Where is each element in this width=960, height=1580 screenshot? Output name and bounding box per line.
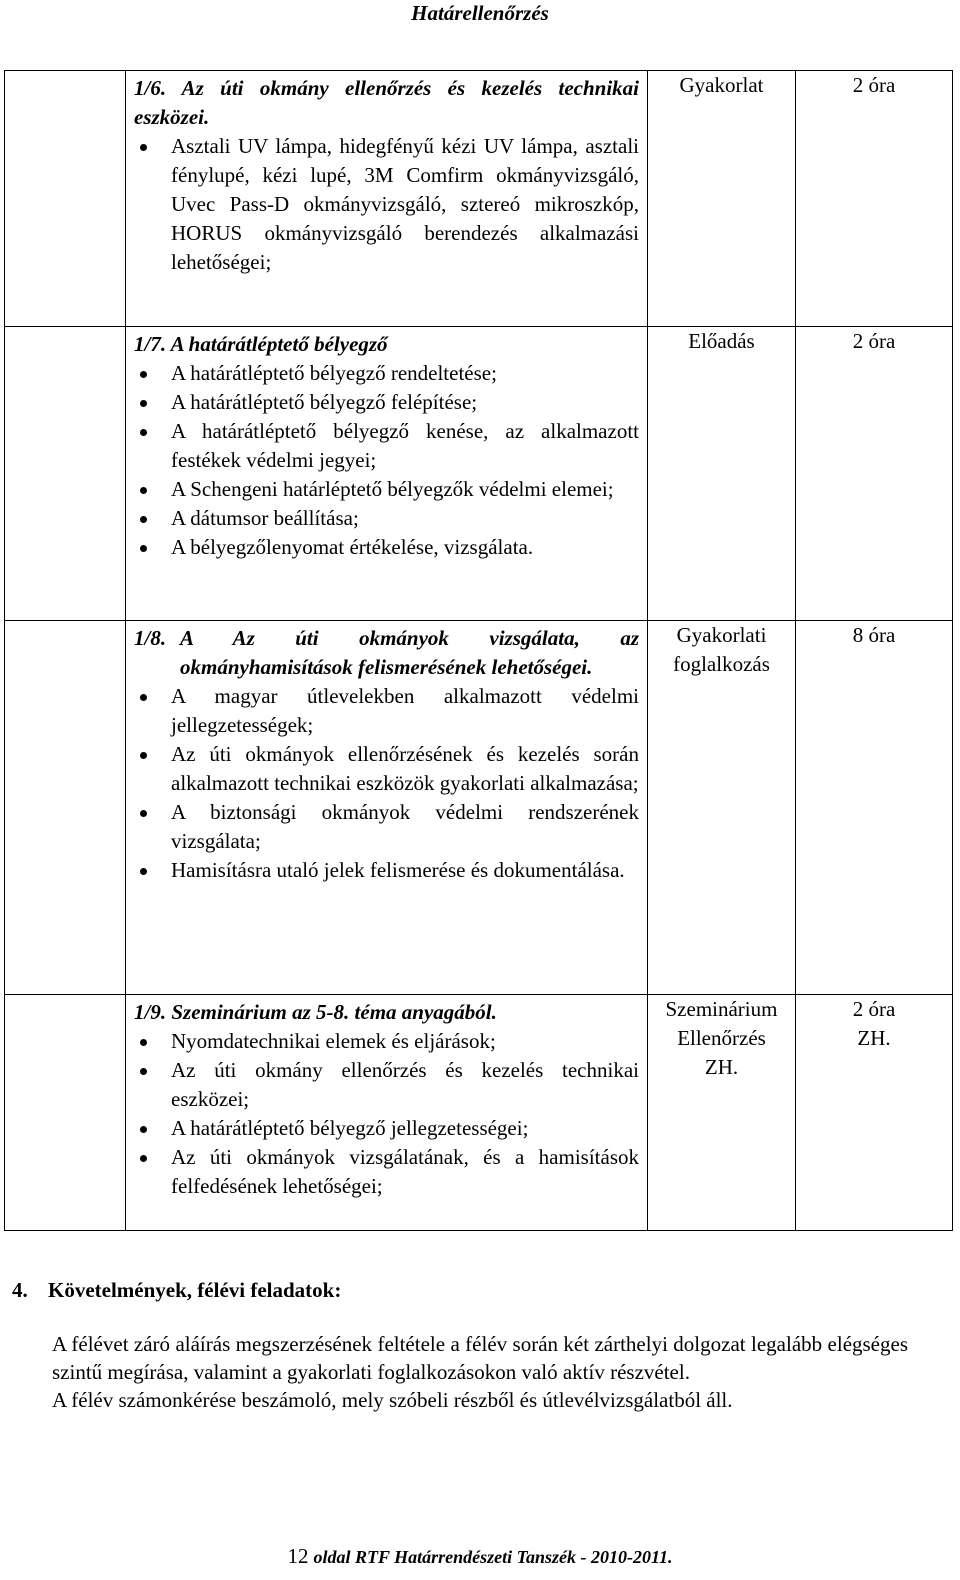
session-type: Előadás	[688, 329, 755, 353]
table-row	[5, 71, 953, 327]
topic-items	[134, 1027, 639, 1201]
type-cell	[648, 995, 796, 1231]
list-item: A bélyegzőlenyomat értékelése, vizsgálata.	[134, 533, 639, 562]
bullet-icon	[140, 1039, 147, 1046]
topic-items	[134, 682, 639, 885]
topic-title: Az úti okmány ellenőrzés és kezelés technikai eszközei.	[134, 76, 639, 129]
list-item: A Schengeni határléptető bélyegzők védelmi elemei;	[134, 475, 639, 504]
topic-cell	[126, 995, 648, 1231]
bullet-icon	[140, 810, 147, 817]
bullet-icon	[140, 429, 147, 436]
hours-cell	[796, 71, 953, 327]
list-item: A határátléptető bélyegző rendeltetése;	[134, 359, 639, 388]
footer-text: oldal RTF Határrendészeti Tanszék - 2010-2011.	[313, 1547, 673, 1567]
table-row	[5, 995, 953, 1231]
bullet-icon	[140, 752, 147, 759]
session-type-line: Szeminárium	[665, 997, 778, 1021]
list-item: Az úti okmány ellenőrzés és kezelés technikai eszközei;	[134, 1056, 639, 1114]
list-item: Az úti okmányok vizsgálatának, és a hamisítások felfedésének lehetőségei;	[134, 1143, 639, 1201]
hours-cell	[796, 995, 953, 1231]
type-cell	[648, 327, 796, 621]
list-item: A határátléptető bélyegző jellegzetességei;	[134, 1114, 639, 1143]
course-schedule-table	[4, 70, 953, 1231]
bullet-icon	[140, 516, 147, 523]
list-item: A dátumsor beállítása;	[134, 504, 639, 533]
session-hours-line: ZH.	[857, 1026, 891, 1050]
header-title: Határellenőrzés	[411, 1, 549, 25]
list-item: A magyar útlevelekben alkalmazott védelmi jellegzetességek;	[134, 682, 639, 740]
type-cell	[648, 71, 796, 327]
topic-items	[134, 132, 639, 277]
topic-title: A határátléptető bélyegző	[170, 332, 388, 356]
session-hours: 2 óra	[852, 73, 896, 97]
list-item: A biztonsági okmányok védelmi rendszerének vizsgálata;	[134, 798, 639, 856]
bullet-icon	[140, 1126, 147, 1133]
list-item: A határátléptető bélyegző felépítése;	[134, 388, 639, 417]
section-number: 4.	[12, 1278, 28, 1302]
table-row	[5, 327, 953, 621]
topic-title: Szeminárium az 5-8. téma anyagából.	[171, 1000, 497, 1024]
bullet-icon	[140, 487, 147, 494]
bullet-icon	[140, 400, 147, 407]
session-type: Gyakorlat	[679, 73, 764, 97]
topic-cell	[126, 71, 648, 327]
list-item: Az úti okmányok ellenőrzésének és kezelés során alkalmazott technikai eszközök gyakorlati alkalmazása;	[134, 740, 639, 798]
session-hours-line: 2 óra	[852, 997, 896, 1021]
topic-cell	[126, 621, 648, 995]
session-hours: 2 óra	[852, 329, 896, 353]
topic-number: 1/9.	[134, 1000, 167, 1024]
topic-number: 1/8.	[134, 626, 167, 650]
hours-cell	[796, 327, 953, 621]
list-item: Nyomdatechnikai elemek és eljárások;	[134, 1027, 639, 1056]
empty-cell	[5, 995, 126, 1231]
empty-cell	[5, 327, 126, 621]
type-cell	[648, 621, 796, 995]
requirements-heading	[12, 1278, 341, 1303]
paragraph: A félévet záró aláírás megszerzésének feltétele a félév során két zárthelyi dolgozat legalább elégséges szintű megírása, valamint a gyakorlati foglalkozásokon való aktív részvétel.	[52, 1332, 908, 1384]
page-header	[0, 0, 960, 30]
list-item: Asztali UV lámpa, hidegfényű kézi UV lámpa, asztali fénylupé, kézi lupé, 3M Comfirm okmányvizsgáló, Uvec Pass-D okmányvizsgáló, sztereó mikroszkóp, HORUS okmányvizsgáló berendezés alkalmazási lehetőségei;	[134, 132, 639, 277]
empty-cell	[5, 71, 126, 327]
list-item: A határátléptető bélyegző kenése, az alkalmazott festékek védelmi jegyei;	[134, 417, 639, 475]
page-number: 12	[287, 1544, 309, 1568]
session-type-line: ZH.	[704, 1055, 739, 1079]
list-item: Hamisításra utaló jelek felismerése és dokumentálása.	[134, 856, 639, 885]
bullet-icon	[140, 1155, 147, 1162]
bullet-icon	[140, 868, 147, 875]
topic-title: A Az úti okmányok vizsgálata, az okmányhamisítások felismerésének lehetőségei.	[180, 626, 639, 679]
topic-number: 1/6.	[134, 76, 167, 100]
session-type: Gyakorlati foglalkozás	[673, 623, 770, 676]
paragraph: A félév számonkérése beszámoló, mely szóbeli részből és útlevélvizsgálatból áll.	[52, 1388, 733, 1412]
bullet-icon	[140, 1068, 147, 1075]
topic-number: 1/7.	[134, 332, 167, 356]
empty-cell	[5, 621, 126, 995]
topic-cell	[126, 327, 648, 621]
bullet-icon	[140, 545, 147, 552]
section-title: Követelmények, félévi feladatok:	[48, 1278, 342, 1302]
hours-cell	[796, 621, 953, 995]
session-type-line: Ellenőrzés	[677, 1026, 766, 1050]
requirements-body	[52, 1330, 908, 1414]
bullet-icon	[140, 371, 147, 378]
page-footer	[0, 1544, 960, 1569]
bullet-icon	[140, 694, 147, 701]
topic-items	[134, 359, 639, 562]
session-hours: 8 óra	[852, 623, 896, 647]
table-row	[5, 621, 953, 995]
bullet-icon	[140, 144, 147, 151]
